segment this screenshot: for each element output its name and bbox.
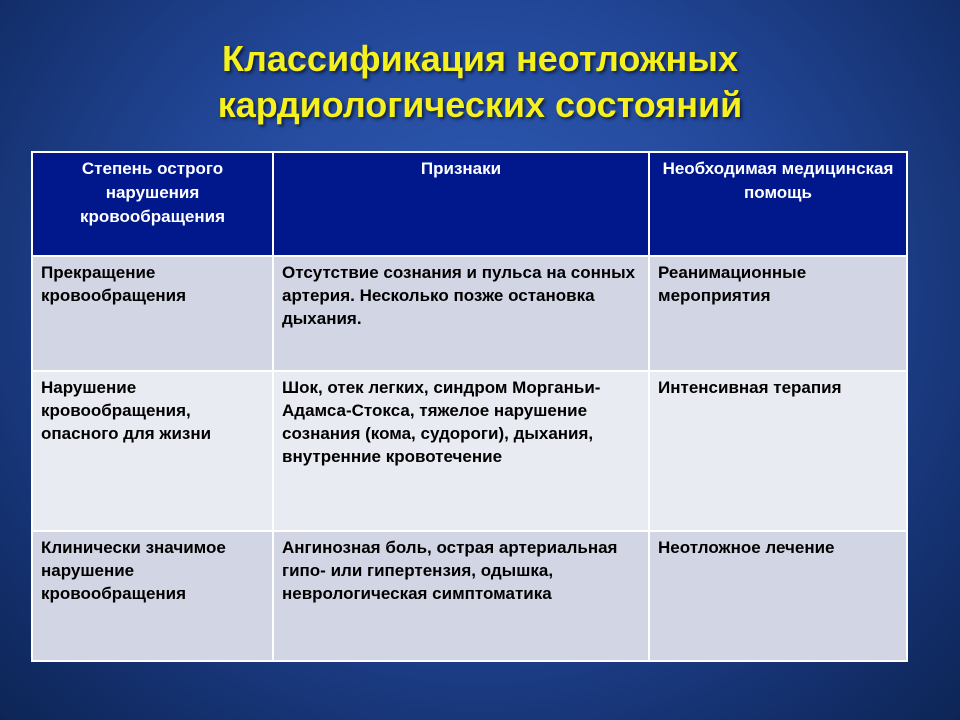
classification-table [31, 151, 908, 662]
header-help: Необходимая медицинская помощь [649, 152, 907, 256]
title-line-1: Классификация неотложных [222, 38, 738, 79]
cell-help: Реанимационные мероприятия [649, 256, 907, 371]
cell-help: Неотложное лечение [649, 531, 907, 661]
table-row [32, 371, 907, 531]
cell-degree: Прекращение кровообращения [32, 256, 273, 371]
table-row [32, 256, 907, 371]
cell-help: Интенсивная терапия [649, 371, 907, 531]
slide-title [0, 36, 960, 128]
title-line-2: кардиологических состояний [217, 84, 743, 125]
cell-degree: Нарушение кровообращения, опасного для жизни [32, 371, 273, 531]
cell-degree: Клинически значимое нарушение кровообращения [32, 531, 273, 661]
cell-signs: Шок, отек легких, синдром Морганьи-Адамса-Стокса, тяжелое нарушение сознания (кома, судороги), дыхания, внутренние кровотечение [273, 371, 649, 531]
cell-signs: Ангинозная боль, острая артериальная гипо- или гипертензия, одышка, неврологическая симптоматика [273, 531, 649, 661]
header-signs: Признаки [273, 152, 649, 256]
table-row [32, 531, 907, 661]
cell-signs: Отсутствие сознания и пульса на сонных артерия. Несколько позже остановка дыхания. [273, 256, 649, 371]
table-header-row [32, 152, 907, 256]
header-degree: Степень острого нарушения кровообращения [32, 152, 273, 256]
